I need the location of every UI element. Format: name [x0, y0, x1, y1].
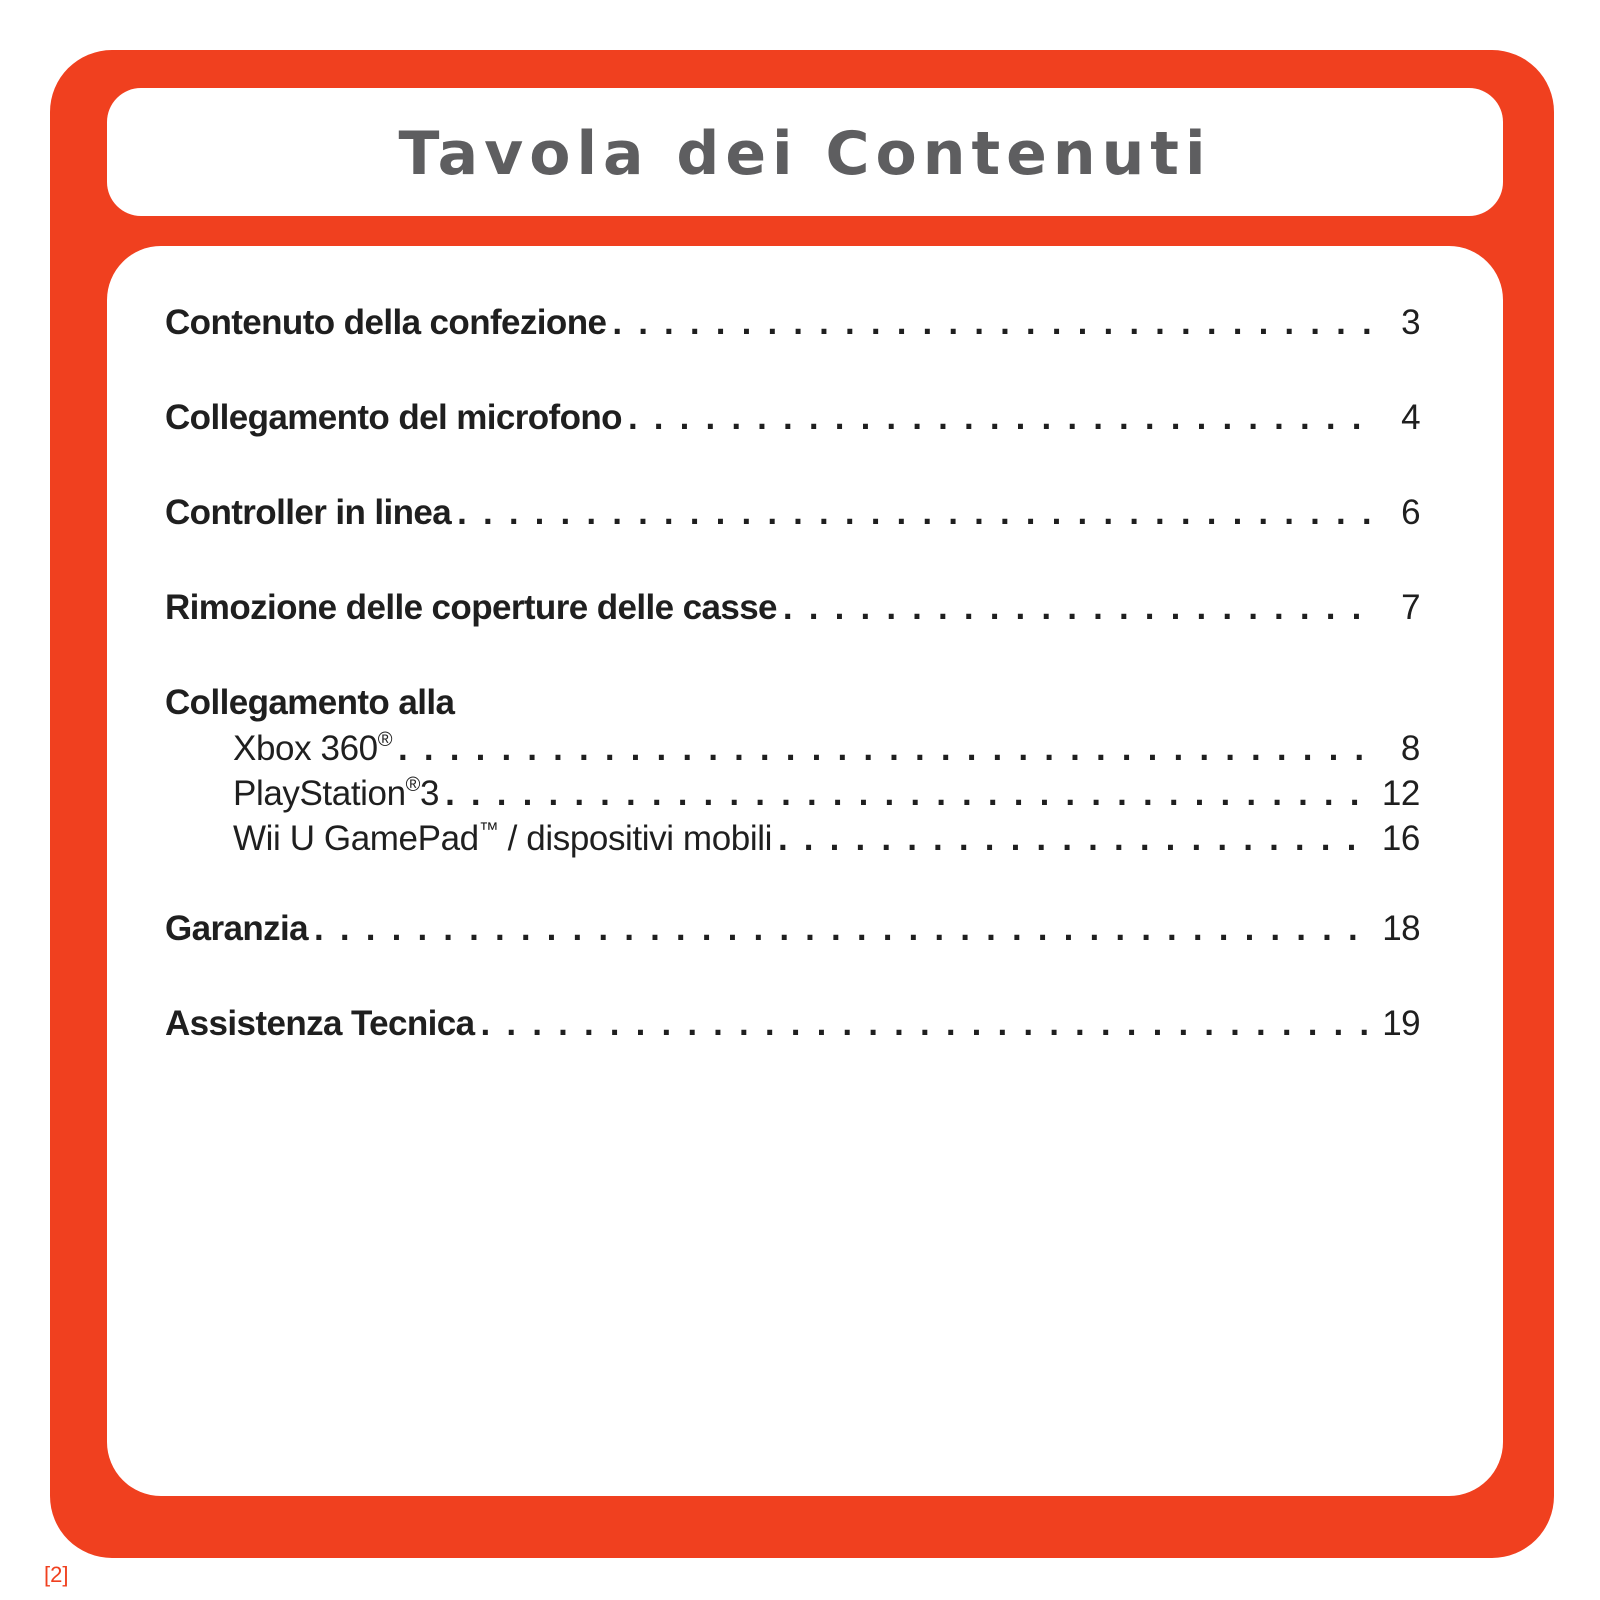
trademark-mark: ™: [478, 819, 499, 841]
toc-entry-label: Rimozione delle coperture delle casse: [165, 588, 777, 627]
registered-mark: ®: [405, 774, 420, 796]
title-banner: [107, 88, 1503, 216]
toc-entry-contenuto[interactable]: [165, 303, 1420, 398]
toc-entry-label: Collegamento del microfono: [165, 398, 622, 437]
toc-entry-page: 19: [1382, 1004, 1420, 1043]
toc-entry-label: Garanzia: [165, 909, 309, 948]
toc-entry-label: Assistenza Tecnica: [165, 1004, 475, 1043]
toc-subentry-xbox[interactable]: [165, 729, 1420, 774]
toc-entry-page: 8: [1400, 729, 1420, 768]
toc-entry-label: Wii U GamePad™ / dispositivi mobili: [233, 819, 772, 858]
page-number: [2]: [44, 1562, 69, 1587]
dot-leader: [457, 493, 1372, 533]
toc-entry-page: 4: [1401, 398, 1420, 437]
toc-subentry-wiiu[interactable]: [165, 819, 1420, 909]
registered-mark: ®: [377, 729, 393, 751]
toc-entry-page: 3: [1401, 303, 1420, 342]
toc-entry-label: Xbox 360®: [233, 729, 393, 768]
toc-entry-page: 6: [1401, 493, 1420, 532]
toc-entry-label: PlayStation®3: [233, 774, 440, 813]
toc-entry-garanzia[interactable]: [165, 909, 1420, 1004]
dot-leader: [445, 774, 1368, 814]
toc-entry-coperture[interactable]: [165, 588, 1420, 683]
toc-group-heading: [165, 683, 1420, 729]
dot-leader: [314, 909, 1368, 949]
dot-leader: [783, 588, 1372, 628]
toc-entry-controller[interactable]: [165, 493, 1420, 588]
dot-leader: [398, 729, 1372, 769]
toc-entry-page: 12: [1381, 774, 1420, 813]
toc-subentry-playstation[interactable]: [165, 774, 1420, 819]
dot-leader: [481, 1004, 1369, 1044]
table-of-contents: [165, 303, 1420, 1099]
toc-entry-page: 7: [1401, 588, 1420, 627]
dot-leader: [612, 303, 1372, 343]
dot-leader: [628, 398, 1372, 438]
toc-entry-microfono[interactable]: [165, 398, 1420, 493]
toc-group-label: Collegamento alla: [165, 683, 455, 722]
toc-entry-page: 16: [1381, 819, 1420, 858]
toc-entry-assistenza[interactable]: [165, 1004, 1420, 1099]
toc-panel: [107, 246, 1503, 1496]
toc-entry-label: Controller in linea: [165, 493, 452, 532]
page-title: Tavola dei Contenuti: [398, 119, 1212, 189]
toc-entry-page: 18: [1382, 909, 1420, 948]
toc-entry-label: Contenuto della confezione: [165, 303, 607, 342]
dot-leader: [778, 819, 1368, 859]
